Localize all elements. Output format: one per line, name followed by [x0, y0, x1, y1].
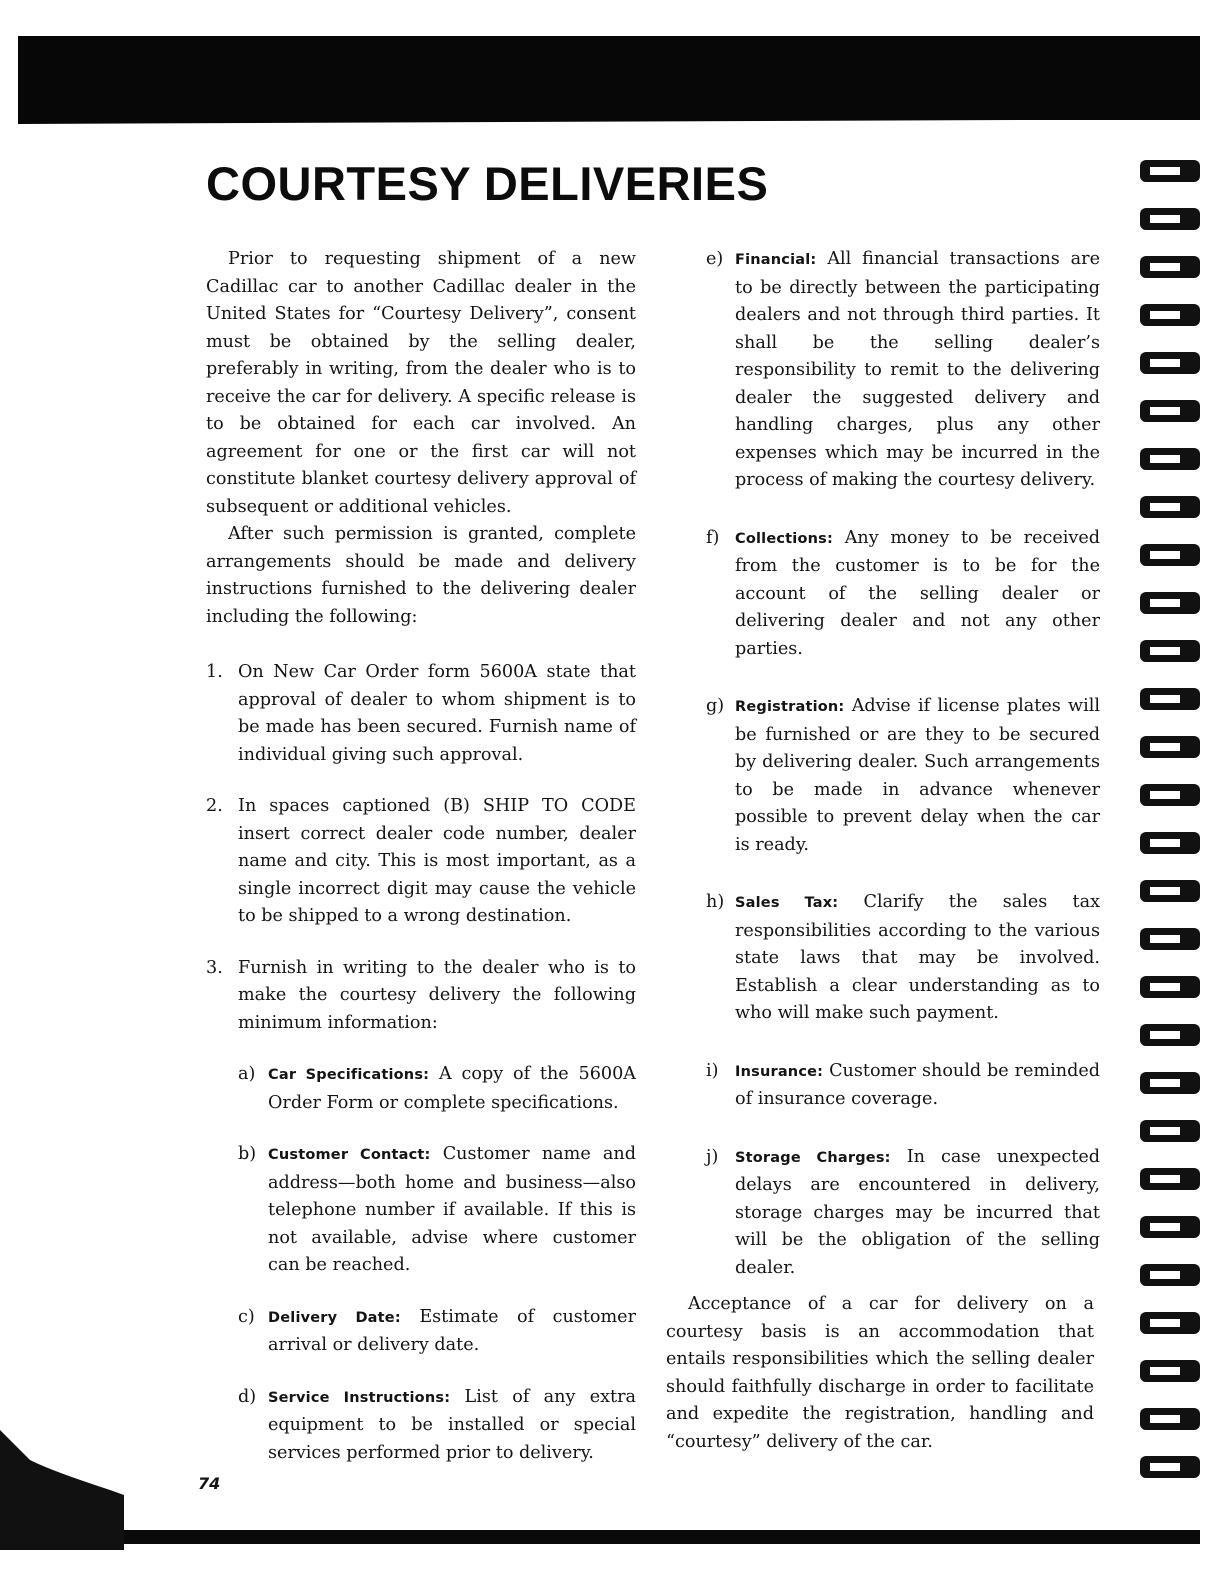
- numbered-item-2: [206, 793, 636, 931]
- item-label: Service Instructions:: [268, 1389, 451, 1406]
- item-storage-charges: [706, 1144, 1100, 1283]
- item-marker: 1.: [206, 662, 223, 682]
- item-text: Advise if license plates will be furnished or are they to be secured by delivering dealer. Such arrangements to be made in advance whenever possible to prevent delay when the car is ready.: [735, 696, 1100, 855]
- item-registration: [706, 693, 1100, 859]
- left-column: [206, 246, 636, 1467]
- item-label: Customer Contact:: [268, 1147, 431, 1163]
- item-service-instructions: [238, 1384, 636, 1468]
- item-label: Sales Tax:: [735, 895, 839, 911]
- closing-paragraph: Acceptance of a car for delivery on a courtesy basis is an accommodation that entails responsibilities which the selling dealer should faithfully discharge in order to facilitate and expedite the registration, handling and “courtesy” delivery of the car.: [666, 1294, 1094, 1452]
- page-number: 74: [198, 1474, 221, 1493]
- top-black-band: [18, 36, 1200, 120]
- item-label: Storage Charges:: [735, 1149, 891, 1166]
- minimum-information-list: [238, 1061, 636, 1467]
- intro-paragraph-1: Prior to requesting shipment of a new Cadillac car to another Cadillac dealer in the United States for “Courtesy Delivery”, consent must be obtained by the selling dealer, preferably in writing, from the dealer who is to receive the car for delivery. A specific release is to be obtained for each car involved. An agreement for one or the first car will not constitute blanket courtesy delivery approval of subsequent or additional vehicles.: [206, 249, 636, 517]
- item-text: Customer name and address—both home and business—also telephone number if available. If this is not available, advise where customer can be reached.: [268, 1144, 637, 1275]
- numbered-item-3: [206, 955, 636, 1038]
- item-text: In case unexpected delays are encountered in delivery, storage charges may be incurred that will be the obligation of the selling dealer.: [735, 1146, 1101, 1278]
- item-label: Insurance:: [735, 1063, 824, 1080]
- item-label: Registration:: [735, 699, 845, 715]
- right-column: [706, 246, 1100, 1282]
- page-title: COURTESY DELIVERIES: [206, 157, 769, 210]
- item-label: Delivery Date:: [268, 1309, 401, 1326]
- numbered-item-1: [206, 659, 636, 769]
- item-label: Car Specifications:: [268, 1067, 430, 1083]
- item-collections: [706, 525, 1100, 664]
- item-text: In spaces captioned (B) SHIP TO CODE insert correct dealer code number, dealer name and city. This is most important, as a single incorrect digit may cause the vehicle to be shipped to a wrong destination.: [238, 796, 636, 926]
- item-sales-tax: [706, 889, 1100, 1028]
- item-marker: c): [238, 1306, 255, 1327]
- item-marker: a): [238, 1064, 256, 1084]
- item-marker: h): [706, 892, 725, 912]
- item-text: A copy of the 5600A Order Form or complete specifications.: [268, 1064, 637, 1113]
- spiral-binding-icon: [1130, 160, 1210, 1500]
- item-text: Clarify the sales tax responsibilities according to the various state laws that may be involved. Establish a clear understanding as to who will make such payment.: [735, 892, 1101, 1023]
- item-marker: i): [706, 1060, 719, 1081]
- item-text: List of any extra equipment to be installed or special services performed prior to delivery.: [268, 1386, 636, 1463]
- item-label: Collections:: [735, 530, 833, 547]
- item-text: Any money to be received from the customer is to be for the account of the selling dealer or delivering dealer and not any other parties.: [735, 527, 1100, 659]
- item-marker: 2.: [206, 796, 223, 816]
- item-customer-contact: [238, 1141, 636, 1280]
- item-marker: f): [706, 527, 720, 548]
- item-marker: 3.: [206, 957, 223, 978]
- item-text: Estimate of customer arrival or delivery date.: [268, 1306, 636, 1355]
- item-text: On New Car Order form 5600A state that approval of dealer to whom shipment is to be made has been secured. Furnish name of individual giving such approval.: [238, 662, 636, 765]
- item-marker: d): [238, 1386, 257, 1407]
- item-marker: g): [706, 696, 725, 716]
- item-financial: [706, 246, 1100, 495]
- item-text: All financial transactions are to be directly between the participating dealers and not through third parties. It shall be the selling dealer’s responsibility to remit to the delivering dealer the suggested delivery and handling charges, plus any other expenses which may be incurred in the process of making the courtesy delivery.: [735, 249, 1100, 490]
- item-insurance: [706, 1058, 1100, 1114]
- item-text: Furnish in writing to the dealer who is to make the courtesy delivery the following minimum information:: [238, 957, 636, 1033]
- item-marker: b): [238, 1144, 257, 1164]
- top-band-edge: [18, 116, 1200, 124]
- intro-paragraph-2: After such permission is granted, complete arrangements should be made and delivery instructions furnished to the delivering dealer including the following:: [206, 524, 636, 627]
- item-delivery-date: [238, 1304, 636, 1360]
- item-car-specifications: [238, 1061, 636, 1117]
- bottom-black-band: [120, 1530, 1200, 1544]
- item-marker: j): [706, 1146, 719, 1167]
- scan-corner-shadow: [0, 1400, 124, 1550]
- item-marker: e): [706, 249, 724, 269]
- item-text: Customer should be reminded of insurance coverage.: [735, 1060, 1101, 1109]
- item-label: Financial:: [735, 252, 817, 268]
